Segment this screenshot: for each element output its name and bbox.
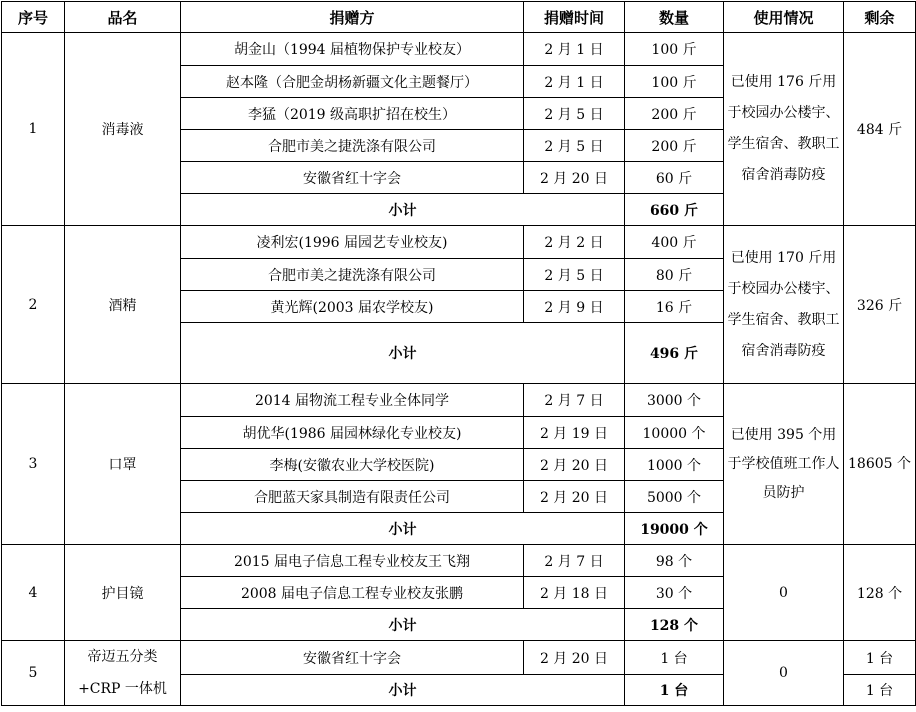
date-cell: 2 月 18 日 [524,577,625,609]
remaining-cell: 326 斤 [844,226,916,384]
usage-cell: 0 [724,641,844,706]
header-row [2,2,916,33]
quantity-cell: 30 个 [625,577,724,609]
subtotal-quantity: 496 斤 [625,323,724,384]
group-no: 4 [2,545,65,641]
header-no: 序号 [2,2,65,33]
group-no: 1 [2,33,65,226]
subtotal-quantity: 128 个 [625,609,724,641]
donor-cell: 合肥蓝天家具制造有限责任公司 [181,481,524,513]
remaining-cell: 128 个 [844,545,916,641]
quantity-cell: 100 斤 [625,33,724,66]
donor-cell: 2014 届物流工程专业全体同学 [181,384,524,417]
group-no: 5 [2,641,65,706]
donor-cell: 安徽省红十字会 [181,641,524,675]
group-item-name [65,641,181,706]
remaining-cell: 18605 个 [844,384,916,545]
date-cell: 2 月 9 日 [524,291,625,323]
quantity-cell: 200 斤 [625,98,724,130]
date-cell: 2 月 7 日 [524,545,625,577]
header-donation-date: 捐赠时间 [524,2,625,33]
date-cell: 2 月 2 日 [524,226,625,259]
date-cell: 2 月 20 日 [524,481,625,513]
date-cell: 2 月 5 日 [524,130,625,162]
date-cell: 2 月 19 日 [524,417,625,449]
donor-cell: 凌利宏(1996 届园艺专业校友) [181,226,524,259]
group-item-name-line1: 帝迈五分类 [87,649,158,665]
donor-cell: 合肥市美之捷洗涤有限公司 [181,259,524,291]
group-no: 2 [2,226,65,384]
usage-cell: 0 [724,545,844,641]
date-cell: 2 月 20 日 [524,162,625,194]
table-row [2,384,916,417]
quantity-cell: 100 斤 [625,66,724,98]
quantity-cell: 400 斤 [625,226,724,259]
donor-cell: 胡金山（1994 届植物保护专业校友） [181,33,524,66]
usage-cell: 已使用 395 个用于学校值班工作人员防护 [724,384,844,545]
group-item-name: 酒精 [65,226,181,384]
donor-cell: 合肥市美之捷洗涤有限公司 [181,130,524,162]
quantity-cell: 10000 个 [625,417,724,449]
quantity-cell: 5000 个 [625,481,724,513]
header-item-name: 品名 [65,2,181,33]
group-item-name: 护目镜 [65,545,181,641]
donor-cell: 李猛（2019 级高职扩招在校生） [181,98,524,130]
date-cell: 2 月 1 日 [524,66,625,98]
donor-cell: 李梅(安徽农业大学校医院) [181,449,524,481]
quantity-cell: 200 斤 [625,130,724,162]
subtotal-remaining-cell: 1 台 [844,675,916,706]
donation-table [1,1,916,706]
donor-cell: 黄光辉(2003 届农学校友) [181,291,524,323]
header-quantity: 数量 [625,2,724,33]
subtotal-label: 小计 [181,609,625,641]
remaining-cell: 1 台 [844,641,916,675]
quantity-cell: 80 斤 [625,259,724,291]
quantity-cell: 1 台 [625,641,724,675]
subtotal-quantity: 660 斤 [625,194,724,226]
date-cell: 2 月 7 日 [524,384,625,417]
table-row [2,641,916,675]
subtotal-quantity: 19000 个 [625,513,724,545]
subtotal-quantity: 1 台 [625,675,724,706]
header-remaining: 剩余 [844,2,916,33]
date-cell: 2 月 20 日 [524,641,625,675]
header-usage: 使用情况 [724,2,844,33]
quantity-cell: 60 斤 [625,162,724,194]
donor-cell: 2008 届电子信息工程专业校友张鹏 [181,577,524,609]
usage-cell: 已使用 176 斤用于校园办公楼宇、学生宿舍、教职工宿舍消毒防疫 [724,33,844,226]
donor-cell: 2015 届电子信息工程专业校友王飞翔 [181,545,524,577]
usage-cell: 已使用 170 斤用于校园办公楼宇、学生宿舍、教职工宿舍消毒防疫 [724,226,844,384]
quantity-cell: 1000 个 [625,449,724,481]
header-donor: 捐赠方 [181,2,524,33]
subtotal-label: 小计 [181,323,625,384]
subtotal-label: 小计 [181,513,625,545]
date-cell: 2 月 1 日 [524,33,625,66]
subtotal-label: 小计 [181,675,625,706]
quantity-cell: 16 斤 [625,291,724,323]
group-item-name: 口罩 [65,384,181,545]
table-row [2,545,916,577]
quantity-cell: 98 个 [625,545,724,577]
group-item-name: 消毒液 [65,33,181,226]
subtotal-label: 小计 [181,194,625,226]
donor-cell: 胡优华(1986 届园林绿化专业校友) [181,417,524,449]
donor-cell: 安徽省红十字会 [181,162,524,194]
remaining-cell: 484 斤 [844,33,916,226]
date-cell: 2 月 5 日 [524,98,625,130]
table-row [2,226,916,259]
quantity-cell: 3000 个 [625,384,724,417]
group-item-name-line2: +CRP 一体机 [78,681,167,697]
table-row [2,33,916,66]
date-cell: 2 月 5 日 [524,259,625,291]
date-cell: 2 月 20 日 [524,449,625,481]
group-no: 3 [2,384,65,545]
donor-cell: 赵本隆（合肥金胡杨新疆文化主题餐厅） [181,66,524,98]
